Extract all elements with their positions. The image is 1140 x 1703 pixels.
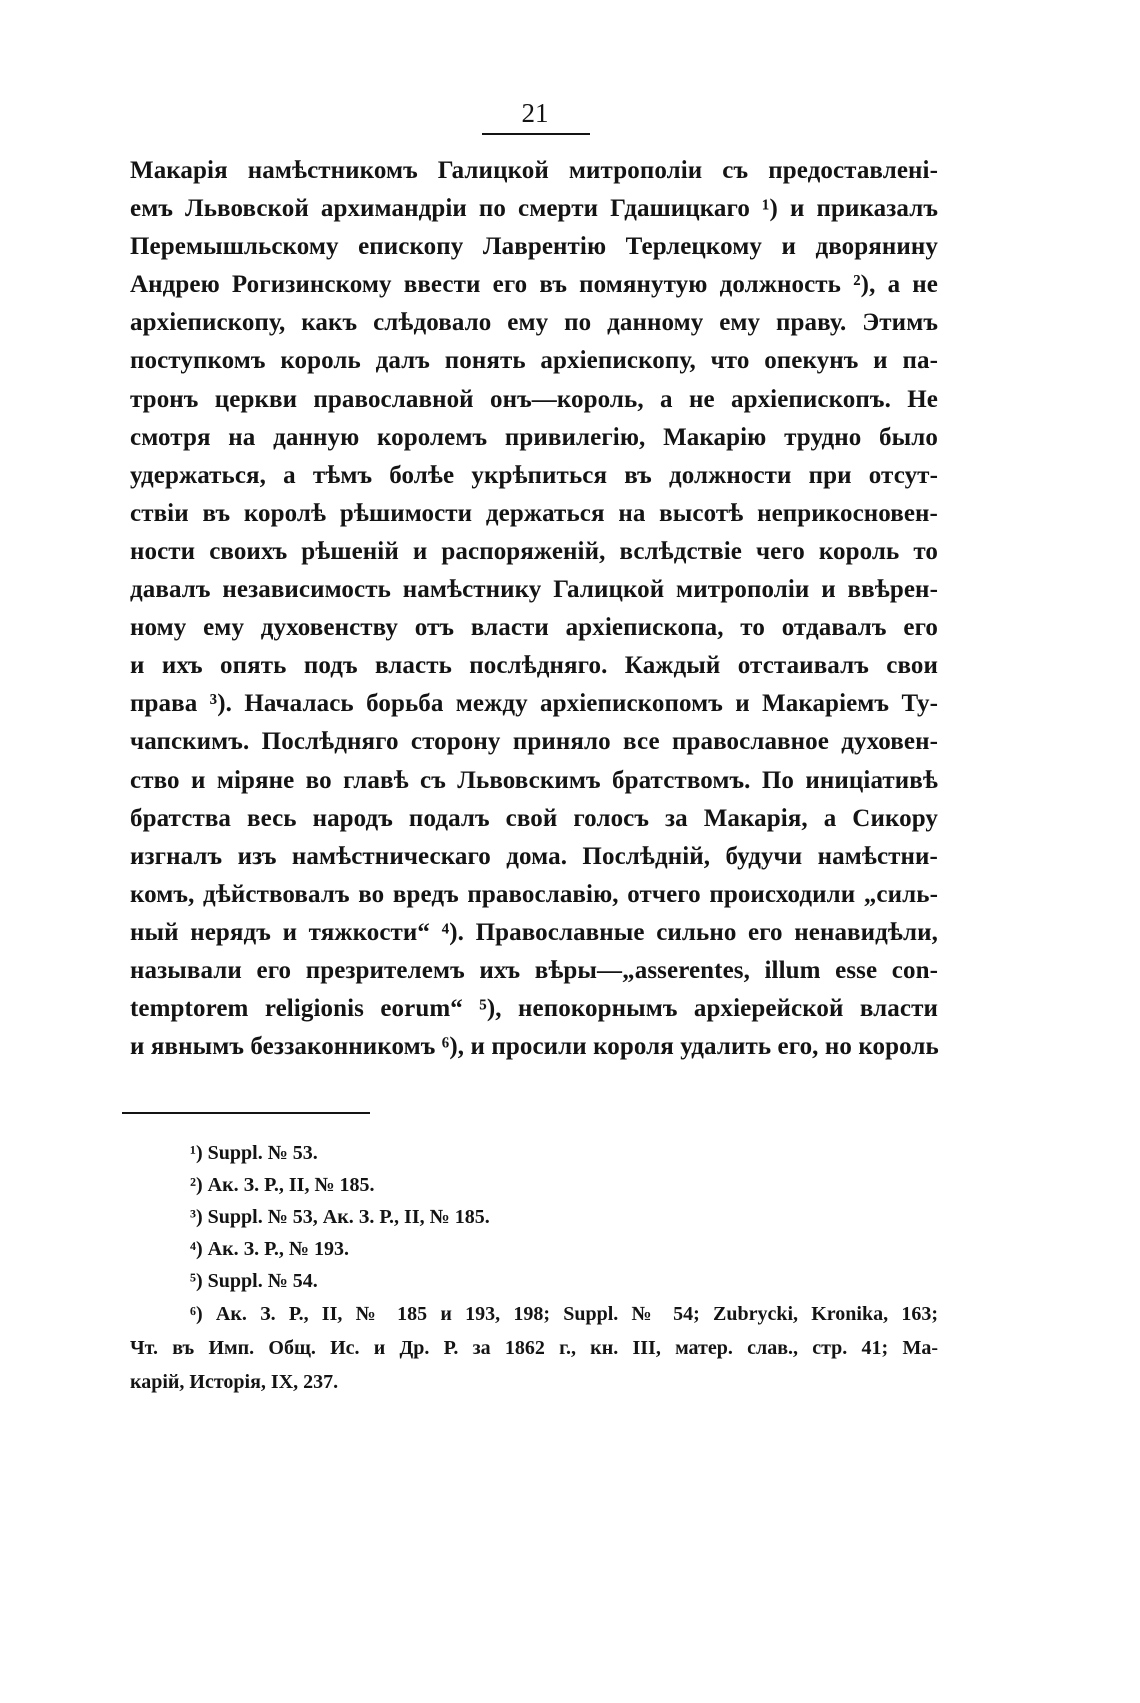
- text-line: ство и міряне во главѣ съ Львовскимъ братствомъ. По иниціативѣ: [130, 766, 938, 794]
- text-line: ности своихъ рѣшеній и распоряженій, вслѣдствіе чего король то: [130, 537, 938, 565]
- footnote-5: ⁵) Suppl. № 54.: [190, 1270, 318, 1292]
- page-number: 21: [521, 98, 549, 128]
- page-number-rule: [482, 133, 590, 135]
- footnote-2: ²) Ак. З. Р., II, № 185.: [190, 1174, 375, 1196]
- text-line: смотря на данную королемъ привилегію, Макарію трудно было: [130, 423, 938, 451]
- text-line: temptorem religionis eorum“ ⁵), непокорнымъ архіерейской власти: [130, 995, 938, 1023]
- text-line: Андрею Рогизинскому ввести его въ помянутую должность ²), а не: [130, 271, 938, 299]
- footnote-1: ¹) Suppl. № 53.: [190, 1142, 318, 1164]
- text-line: братства весь народъ подалъ свой голосъ за Макарія, а Сикору: [130, 804, 938, 832]
- footnote-3: ³) Suppl. № 53, Ак. З. Р., II, № 185.: [190, 1206, 490, 1228]
- footnote-6: [130, 1297, 938, 1399]
- text-line: архіепископу, какъ слѣдовало ему по данному ему праву. Этимъ: [130, 309, 938, 337]
- text-line: называли его презрителемъ ихъ вѣры—„asserentes, illum esse con-: [130, 956, 938, 984]
- text-line: Макарія намѣстникомъ Галицкой митрополіи съ предоставлені-: [130, 157, 938, 184]
- footnote-6-line: карій, Исторія, IX, 237.: [130, 1371, 339, 1393]
- text-line: изгналъ изъ намѣстническаго дома. Послѣдній, будучи намѣстни-: [130, 842, 938, 870]
- text-line: емъ Львовской архимандріи по смерти Гдашицкаго ¹) и приказалъ: [130, 195, 938, 223]
- text-line: чапскимъ. Послѣдняго сторону приняло все православное духовен-: [130, 728, 938, 756]
- footnote-separator: [122, 1112, 370, 1114]
- text-line: и ихъ опять подъ власть послѣдняго. Каждый отстаивалъ свои: [130, 652, 938, 680]
- text-line: права ³). Началась борьба между архіепископомъ и Макаріемъ Ту-: [130, 690, 938, 718]
- footnote-4: ⁴) Ак. З. Р., № 193.: [190, 1238, 349, 1260]
- footnote-6-line: ⁶) Ак. З. Р., II, № 185 и 193, 198; Suppl. № 54; Zubrycki, Kronika, 163;: [190, 1303, 938, 1325]
- text-line: ный нерядъ и тяжкости“ ⁴). Православные сильно его ненавидѣли,: [130, 918, 938, 946]
- text-line: и явнымъ беззаконникомъ ⁶), и просили короля удалить его, но король: [130, 1033, 939, 1061]
- text-line: Перемышльскому епископу Лаврентію Терлецкому и дворянину: [130, 233, 938, 261]
- body-text: [130, 152, 938, 1066]
- footnotes: [190, 1137, 938, 1297]
- text-line: ному ему духовенству отъ власти архіепископа, то отдавалъ его: [130, 614, 938, 642]
- footnote-6-line: Чт. въ Имп. Общ. Ис. и Др. Р. за 1862 г., кн. III, матер. слав., стр. 41; Ма-: [130, 1337, 938, 1359]
- text-line: тронъ церкви православной онъ—король, а не архіепископъ. Не: [130, 385, 938, 413]
- text-line: давалъ независимость намѣстнику Галицкой митрополіи и ввѣрен-: [130, 576, 938, 604]
- text-line: поступкомъ король далъ понять архіепископу, что опекунъ и па-: [130, 347, 938, 375]
- text-line: удержаться, а тѣмъ болѣе укрѣпиться въ должности при отсут-: [130, 461, 938, 489]
- text-line: ствіи въ королѣ рѣшимости держаться на высотѣ неприкосновен-: [130, 499, 938, 527]
- text-line: комъ, дѣйствовалъ во вредъ православію, отчего происходили „силь-: [130, 880, 938, 908]
